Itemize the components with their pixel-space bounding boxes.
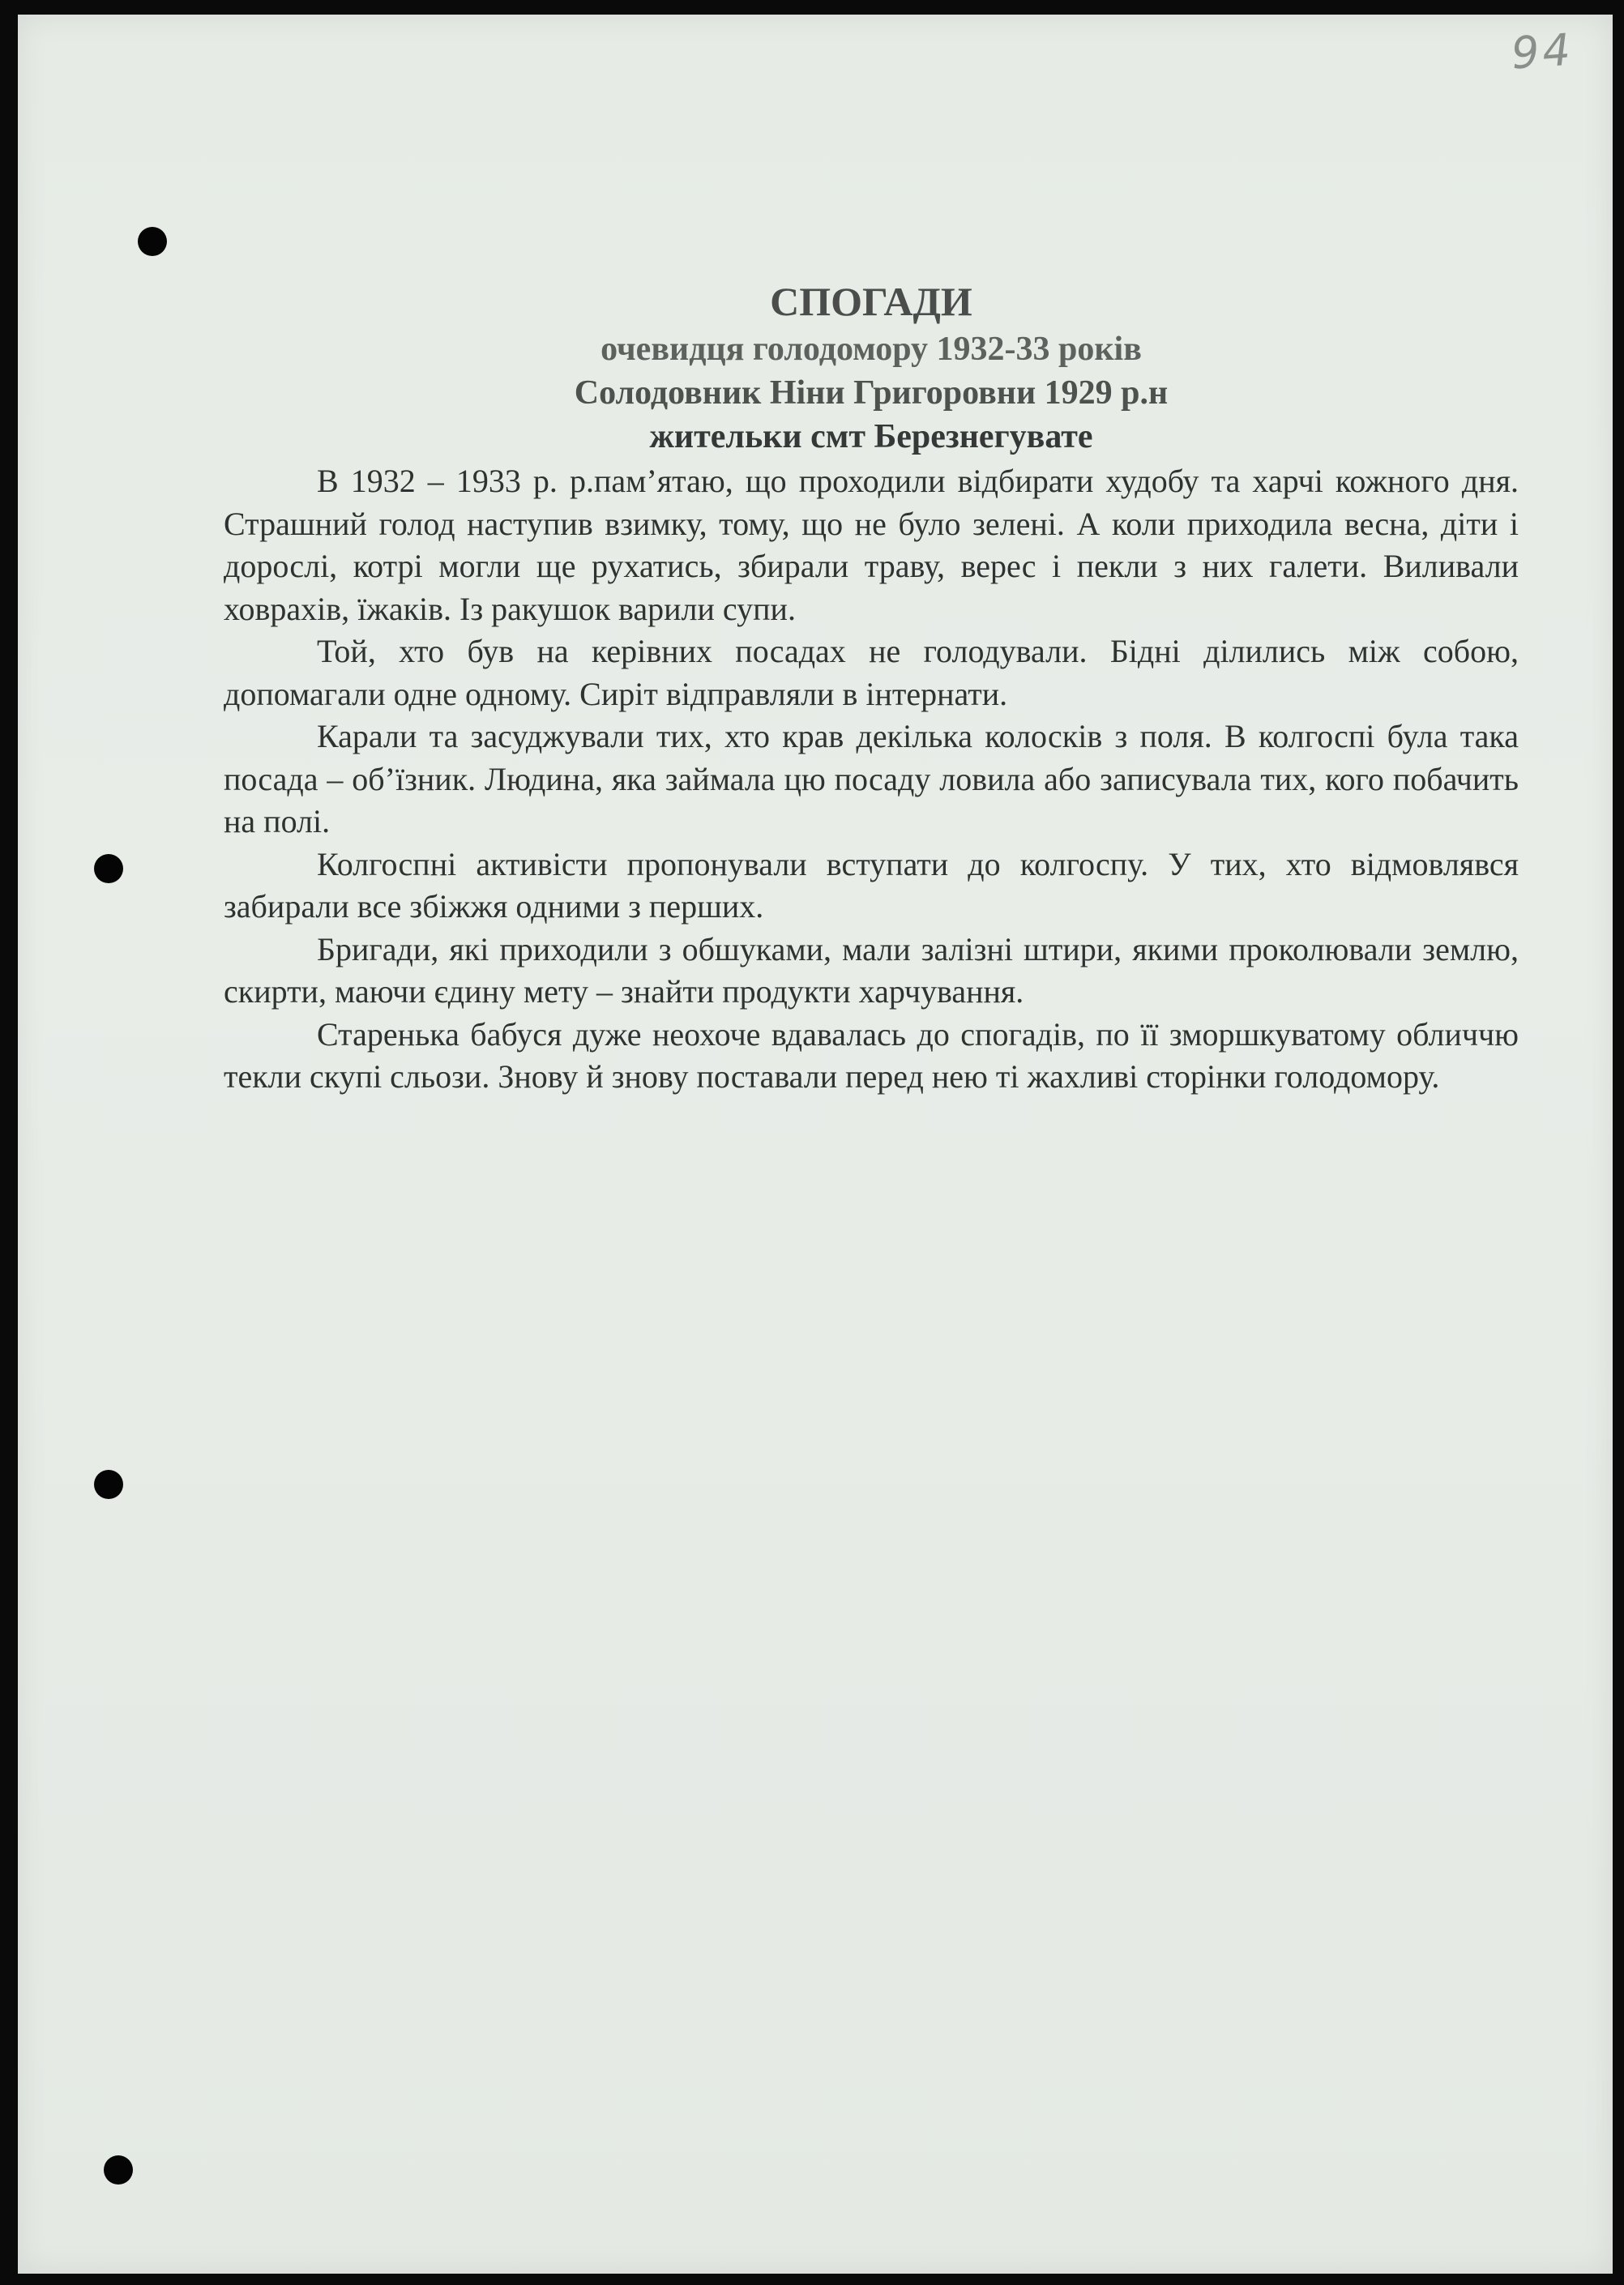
- document-body: [224, 460, 1519, 1099]
- document-content: [224, 275, 1519, 1099]
- document-title: СПОГАДИ: [770, 279, 972, 324]
- punch-hole: [94, 854, 123, 883]
- document-page: [18, 15, 1613, 2274]
- handwritten-page-number: 94: [1510, 23, 1576, 79]
- paragraph: Той, хто був на керівних посадах не голодували. Бідні ділились між собою, допомагали одне одному. Сиріт відправляли в інтернати.: [224, 633, 1519, 712]
- paragraph: Колгоспні активісти пропонували вступати до колгоспу. У тих, хто відмовлявся забирали все збіжжя одними з перших.: [224, 845, 1519, 925]
- paragraph: Старенька бабуся дуже неохоче вдавалась до спогадів, по її зморшкуватому обличчю текли скупі сльози. Знову й знову поставали перед нею ті жахливі сторінки голодомору.: [224, 1015, 1519, 1095]
- paragraph: Карали та засуджували тих, хто крав декілька колосків з поля. В колгоспі була така посада – об’їзник. Людина, яка займала цю посаду ловила або записувала тих, кого побачить на полі.: [224, 718, 1519, 839]
- punch-hole: [138, 227, 167, 256]
- paragraph: В 1932 – 1933 р. р.пам’ятаю, що проходили відбирати худобу та харчі кожного дня. Страшний голод наступив взимку, тому, що не було зелені. А коли приходила весна, діти і дорослі, котрі могли ще рухатись, збирали траву, верес і пекли з них галети. Виливали ховрахів, їжаків. Із ракушок варили супи.: [224, 463, 1519, 627]
- subtitle-line: Солодовник Ніни Григоровни 1929 р.н: [574, 374, 1169, 412]
- punch-hole: [104, 2155, 133, 2185]
- paragraph: Бригади, які приходили з обшуками, мали залізні штири, якими проколювали землю, скирти, маючи єдину мету – знайти продукти харчування.: [224, 930, 1519, 1010]
- subtitle-line: жительки смт Березнегувате: [649, 418, 1093, 455]
- punch-hole: [94, 1470, 123, 1499]
- subtitle-line: очевидця голодомору 1932-33 років: [600, 331, 1142, 368]
